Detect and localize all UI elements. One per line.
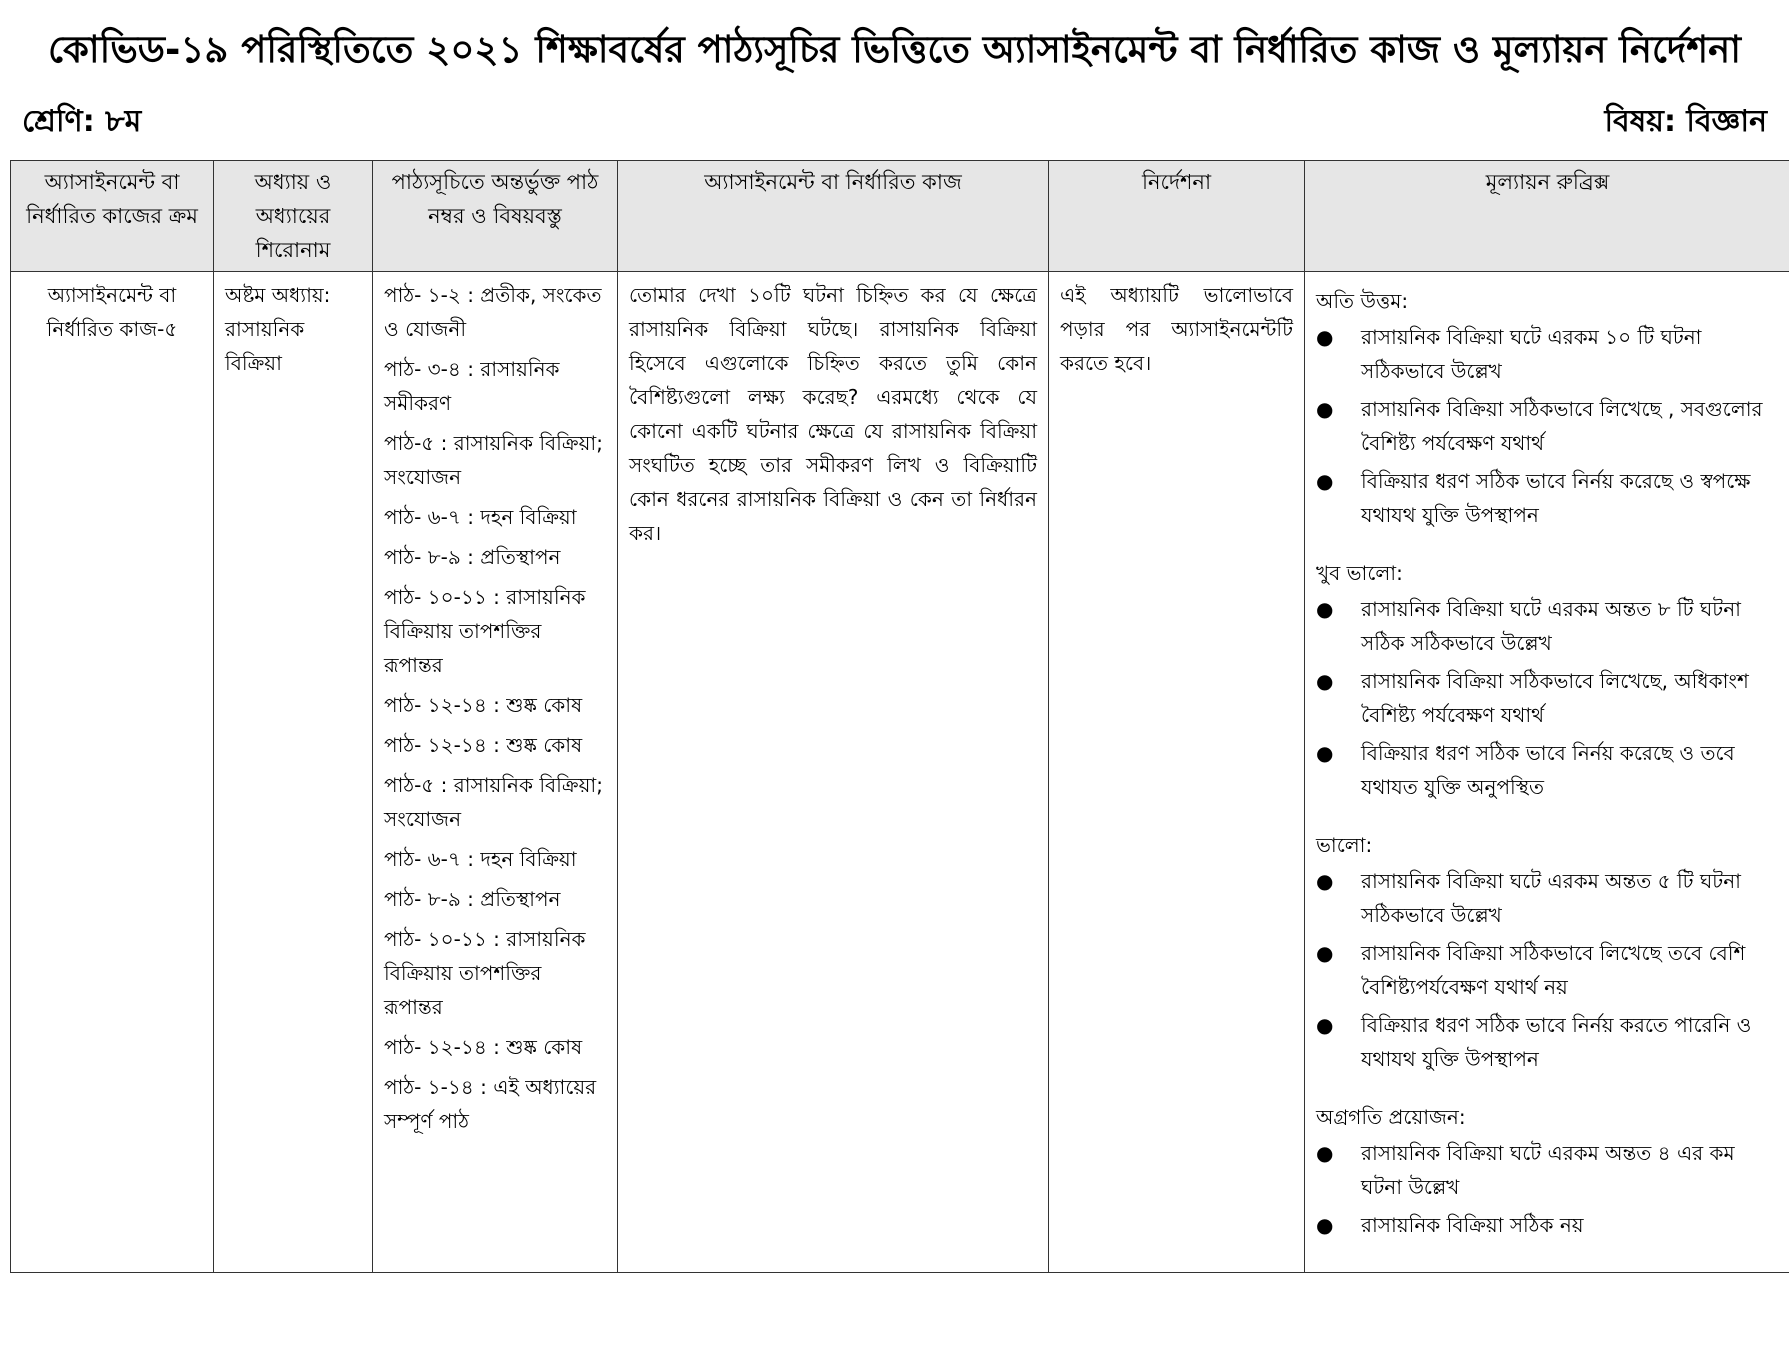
subject-label: বিষয়: বিজ্ঞান	[1604, 104, 1767, 139]
lesson-item: পাঠ- ১-১৪ : এই অধ্যায়ের সম্পূর্ণ পাঠ	[384, 1075, 597, 1133]
lesson-item: পাঠ- ৬-৭ : দহন বিক্রিয়া	[384, 847, 577, 871]
chapter-title: অষ্টম অধ্যায়: রাসায়নিক বিক্রিয়া	[214, 272, 373, 1273]
rubric-cell	[1305, 272, 1789, 1273]
header-instruction: নির্দেশনা	[1049, 161, 1305, 272]
rubric-point: ● বিক্রিয়ার ধরণ সঠিক ভাবে নির্নয় করতে পারেনি ও যথাযথ যুক্তি উপস্থাপন	[1316, 1008, 1779, 1076]
header-task: অ্যাসাইনমেন্ট বা নির্ধারিত কাজ	[618, 161, 1049, 272]
rubric-list	[1316, 592, 1779, 804]
bullet-icon: ●	[1316, 941, 1334, 965]
lesson-item: পাঠ-৫ : রাসায়নিক বিক্রিয়া; সংযোজন	[384, 431, 603, 489]
header-chapter: অধ্যায় ও অধ্যায়ের শিরোনাম	[214, 161, 373, 272]
lesson-item: পাঠ- ৬-৭ : দহন বিক্রিয়া	[384, 505, 577, 529]
bullet-icon: ●	[1316, 1213, 1334, 1237]
rubric-level-excellent: অতি উত্তম:	[1316, 289, 1409, 313]
lessons-cell	[373, 272, 618, 1273]
bullet-icon: ●	[1316, 397, 1334, 421]
lesson-item: পাঠ- ১-২ : প্রতীক, সংকেত ও যোজনী	[384, 283, 602, 341]
rubric-point: ● রাসায়নিক বিক্রিয়া ঘটে এরকম অন্তত ৫ টি ঘটনা সঠিকভাবে উল্লেখ	[1316, 864, 1779, 932]
header-rubric: মূল্যায়ন রুব্রিক্স	[1305, 161, 1789, 272]
rubric-point: ● রাসায়নিক বিক্রিয়া ঘটে এরকম অন্তত ৪ এর কম ঘটনা উল্লেখ	[1316, 1136, 1779, 1204]
rubric-point: ● বিক্রিয়ার ধরণ সঠিক ভাবে নির্নয় করেছে ও স্বপক্ষে যথাযথ যুক্তি উপস্থাপন	[1316, 464, 1779, 532]
class-label: শ্রেণি: ৮ম	[22, 104, 142, 139]
rubric-level-needs-progress: অগ্রগতি প্রয়োজন:	[1316, 1105, 1466, 1129]
lesson-item: পাঠ- ৮-৯ : প্রতিস্থাপন	[384, 887, 561, 911]
assignment-table	[10, 160, 1789, 1273]
rubric-list	[1316, 864, 1779, 1076]
rubric-point: ● বিক্রিয়ার ধরণ সঠিক ভাবে নির্নয় করেছে ও তবে যথাযত যুক্তি অনুপস্থিত	[1316, 736, 1779, 804]
rubric-point: ● রাসায়নিক বিক্রিয়া সঠিকভাবে লিখেছে , সবগুলোর বৈশিষ্ট্য পর্যবেক্ষণ যথার্থ	[1316, 392, 1779, 460]
rubric-point: ● রাসায়নিক বিক্রিয়া ঘটে এরকম অন্তত ৮ টি ঘটনা সঠিক সঠিকভাবে উল্লেখ	[1316, 592, 1779, 660]
lesson-item: পাঠ- ১০-১১ : রাসায়নিক বিক্রিয়ায় তাপশক্তির রূপান্তর	[384, 927, 586, 1019]
bullet-icon: ●	[1316, 597, 1334, 621]
bullet-icon: ●	[1316, 741, 1334, 765]
bullet-icon: ●	[1316, 1013, 1334, 1037]
table-row	[11, 272, 1789, 1273]
lesson-item: পাঠ- ৮-৯ : প্রতিস্থাপন	[384, 545, 561, 569]
rubric-level-very-good: খুব ভালো:	[1316, 561, 1403, 585]
header-lessons: পাঠ্যসূচিতে অন্তর্ভুক্ত পাঠ নম্বর ও বিষয়বস্তু	[373, 161, 618, 272]
bullet-icon: ●	[1316, 869, 1334, 893]
instruction-text: এই অধ্যায়টি ভালোভাবে পড়ার পর অ্যাসাইনমেন্টটি করতে হবে।	[1049, 272, 1305, 1273]
bullet-icon: ●	[1316, 669, 1334, 693]
bullet-icon: ●	[1316, 325, 1334, 349]
lesson-item: পাঠ- ৩-৪ : রাসায়নিক সমীকরণ	[384, 357, 560, 415]
rubric-level-good: ভালো:	[1316, 833, 1373, 857]
rubric-list	[1316, 320, 1779, 532]
lesson-item: পাঠ- ১২-১৪ : শুষ্ক কোষ	[384, 733, 583, 757]
page-title: কোভিড-১৯ পরিস্থিতিতে ২০২১ শিক্ষাবর্ষের পাঠ্যসূচির ভিত্তিতে অ্যাসাইনমেন্ট বা নির্ধারিত কাজ ও মূল্যায়ন নির্দেশনা	[48, 28, 1741, 71]
rubric-list	[1316, 1136, 1779, 1242]
header-assignment-order: অ্যাসাইনমেন্ট বা নির্ধারিত কাজের ক্রম	[11, 161, 214, 272]
rubric-point: ● রাসায়নিক বিক্রিয়া সঠিক নয়	[1316, 1208, 1779, 1242]
rubric-point: ● রাসায়নিক বিক্রিয়া সঠিকভাবে লিখেছে, অধিকাংশ বৈশিষ্ট্য পর্যবেক্ষণ যথার্থ	[1316, 664, 1779, 732]
lesson-item: পাঠ- ১২-১৪ : শুষ্ক কোষ	[384, 693, 583, 717]
lesson-item: পাঠ- ১২-১৪ : শুষ্ক কোষ	[384, 1035, 583, 1059]
table-header-row	[11, 161, 1789, 272]
assignment-number: অ্যাসাইনমেন্ট বা নির্ধারিত কাজ-৫	[11, 272, 214, 1273]
bullet-icon: ●	[1316, 469, 1334, 493]
rubric-point: ● রাসায়নিক বিক্রিয়া সঠিকভাবে লিখেছে তবে বেশি বৈশিষ্ট্যপর্যবেক্ষণ যথার্থ নয়	[1316, 936, 1779, 1004]
lesson-item: পাঠ- ১০-১১ : রাসায়নিক বিক্রিয়ায় তাপশক্তির রূপান্তর	[384, 585, 586, 677]
task-description: তোমার দেখা ১০টি ঘটনা চিহ্নিত কর যে ক্ষেত্রে রাসায়নিক বিক্রিয়া ঘটছে। রাসায়নিক বিক্রিয়া হিসেবে এগুলোকে চিহ্নিত করতে তুমি কোন বৈশিষ্ট্যগুলো লক্ষ্য করেছ? এরমধ্যে থেকে যে কোনো একটি ঘটনার ক্ষেত্রে যে রাসায়নিক বিক্রিয়া সংঘটিত হচ্ছে তার সমীকরণ লিখ ও বিক্রিয়াটি কোন ধরনের রাসায়নিক বিক্রিয়া ও কেন তা নির্ধারন কর।	[618, 272, 1049, 1273]
bullet-icon: ●	[1316, 1141, 1334, 1165]
lesson-item: পাঠ-৫ : রাসায়নিক বিক্রিয়া; সংযোজন	[384, 773, 603, 831]
rubric-point: ● রাসায়নিক বিক্রিয়া ঘটে এরকম ১০ টি ঘটনা সঠিকভাবে উল্লেখ	[1316, 320, 1779, 388]
